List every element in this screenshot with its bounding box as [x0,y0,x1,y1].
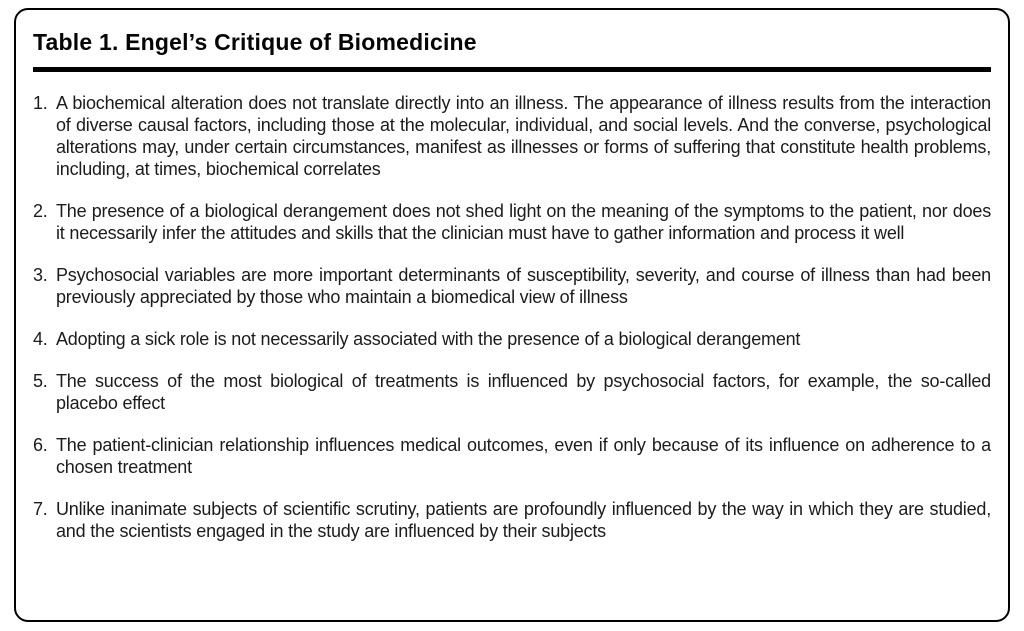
item-text: The success of the most biological of treatments is influenced by psychosocial factors, for example, the so-called placebo effect [56,371,991,413]
table-row [33,434,991,478]
item-text: The presence of a biological derangement does not shed light on the meaning of the symptoms to the patient, nor does it necessarily infer the attitudes and skills that the clinician must have to gather information and process it well [56,201,991,243]
item-number: 4. [33,329,48,349]
item-text: A biochemical alteration does not translate directly into an illness. The appearance of illness results from the interaction of diverse causal factors, including those at the molecular, individual, and social levels. And the converse, psychological alterations may, under certain circumstances, manifest as illnesses or forms of suffering that constitute health problems, including, at times, biochemical correlates [56,93,991,179]
item-number: 7. [33,499,48,519]
title-divider [33,67,991,72]
item-text: Adopting a sick role is not necessarily associated with the presence of a biological derangement [56,329,801,349]
item-text: Psychosocial variables are more important determinants of susceptibility, severity, and course of illness than had been previously appreciated by those who maintain a biomedical view of illness [56,265,991,307]
item-text: Unlike inanimate subjects of scientific scrutiny, patients are profoundly influenced by the way in which they are studied, and the scientists engaged in the study are influenced by their subjects [56,499,991,541]
table-row [33,92,991,180]
table-row [33,328,991,350]
table-row [33,498,991,542]
table-card [14,8,1010,622]
table-row [33,200,991,244]
item-number: 1. [33,93,48,113]
critique-list [33,92,991,542]
item-number: 5. [33,371,48,391]
table-title: Table 1. Engel’s Critique of Biomedicine [33,29,477,55]
item-number: 6. [33,435,48,455]
table-row [33,370,991,414]
item-number: 2. [33,201,48,221]
item-text: The patient-clinician relationship influences medical outcomes, even if only because of its influence on adherence to a chosen treatment [56,435,991,477]
table-row [33,264,991,308]
item-number: 3. [33,265,48,285]
